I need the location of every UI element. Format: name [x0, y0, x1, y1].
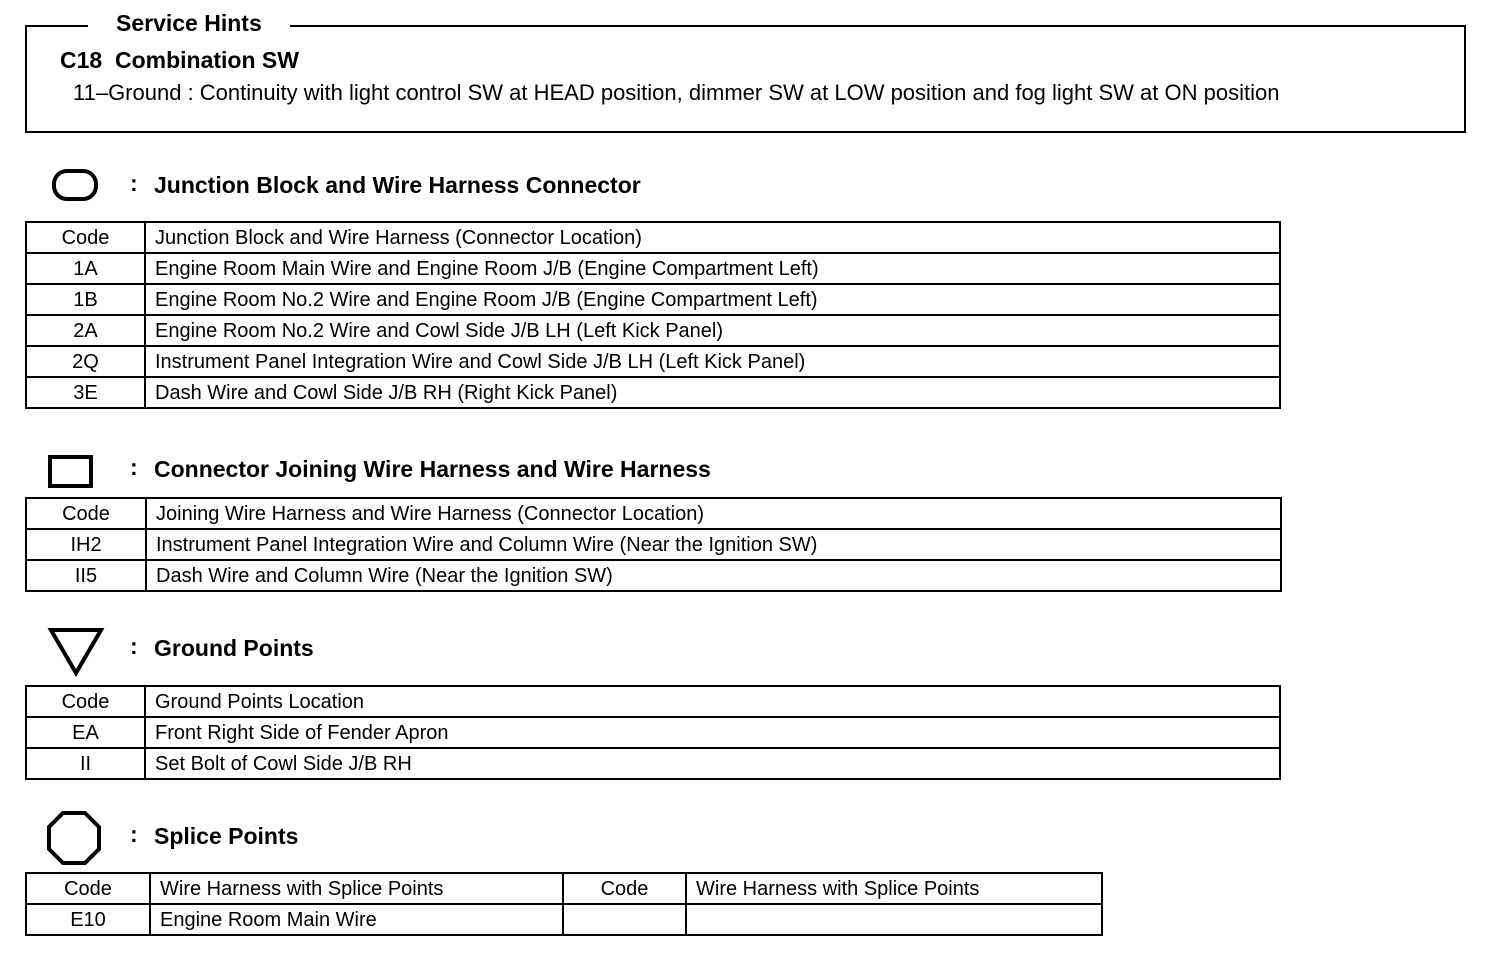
triangle-icon — [47, 626, 105, 678]
table-header-row — [26, 498, 1281, 529]
row-code: E10 — [26, 904, 150, 935]
row-desc: Engine Room No.2 Wire and Cowl Side J/B LH (Left Kick Panel) — [145, 315, 1280, 346]
service-hints-heading: C18 Combination SW — [60, 47, 299, 73]
table-header-row — [26, 686, 1280, 717]
row-code: 2Q — [26, 346, 145, 377]
header-code: Code — [563, 873, 686, 904]
row-code: II — [26, 748, 145, 779]
row-code: II5 — [26, 560, 146, 591]
table-header-row — [26, 873, 1102, 904]
row-desc: Engine Room Main Wire and Engine Room J/B (Engine Compartment Left) — [145, 253, 1280, 284]
header-desc: Joining Wire Harness and Wire Harness (Connector Location) — [146, 498, 1281, 529]
header-code: Code — [26, 873, 150, 904]
row-desc — [686, 904, 1102, 935]
junction-heading: Junction Block and Wire Harness Connector — [154, 172, 641, 198]
connector-heading: Connector Joining Wire Harness and Wire Harness — [154, 456, 711, 482]
row-code: 1A — [26, 253, 145, 284]
row-desc: Engine Room Main Wire — [150, 904, 563, 935]
row-code: IH2 — [26, 529, 146, 560]
service-hints-text: 11–Ground : Continuity with light control SW at HEAD position, dimmer SW at LOW position and fog light SW at ON position — [73, 80, 1280, 105]
octagon-icon — [46, 810, 102, 866]
rectangle-icon — [48, 455, 94, 489]
header-code: Code — [26, 686, 145, 717]
header-desc: Junction Block and Wire Harness (Connector Location) — [145, 222, 1280, 253]
header-desc: Wire Harness with Splice Points — [686, 873, 1102, 904]
row-code: 3E — [26, 377, 145, 408]
connector-colon: : — [130, 454, 138, 480]
splice-colon: : — [130, 821, 138, 847]
header-desc: Wire Harness with Splice Points — [150, 873, 563, 904]
row-code: 1B — [26, 284, 145, 315]
splice-table — [25, 872, 1103, 936]
header-code: Code — [26, 498, 146, 529]
row-desc: Dash Wire and Cowl Side J/B RH (Right Kick Panel) — [145, 377, 1280, 408]
connector-table — [25, 497, 1282, 592]
junction-colon: : — [130, 170, 138, 196]
table-row — [26, 253, 1280, 284]
row-desc: Dash Wire and Column Wire (Near the Ignition SW) — [146, 560, 1281, 591]
service-hints-box — [25, 25, 1466, 133]
row-code: EA — [26, 717, 145, 748]
row-desc: Instrument Panel Integration Wire and Column Wire (Near the Ignition SW) — [146, 529, 1281, 560]
table-row — [26, 346, 1280, 377]
table-row — [26, 904, 1102, 935]
junction-table — [25, 221, 1281, 409]
row-desc: Front Right Side of Fender Apron — [145, 717, 1280, 748]
ground-table — [25, 685, 1281, 780]
ground-heading: Ground Points — [154, 635, 314, 661]
table-row — [26, 529, 1281, 560]
header-code: Code — [26, 222, 145, 253]
row-desc: Engine Room No.2 Wire and Engine Room J/B (Engine Compartment Left) — [145, 284, 1280, 315]
table-row — [26, 284, 1280, 315]
row-desc: Instrument Panel Integration Wire and Cowl Side J/B LH (Left Kick Panel) — [145, 346, 1280, 377]
table-row — [26, 748, 1280, 779]
table-header-row — [26, 222, 1280, 253]
service-hints-title: Service Hints — [88, 10, 290, 36]
row-desc: Set Bolt of Cowl Side J/B RH — [145, 748, 1280, 779]
row-code — [563, 904, 686, 935]
table-row — [26, 717, 1280, 748]
row-code: 2A — [26, 315, 145, 346]
splice-heading: Splice Points — [154, 823, 299, 849]
table-row — [26, 377, 1280, 408]
table-row — [26, 560, 1281, 591]
header-desc: Ground Points Location — [145, 686, 1280, 717]
ground-colon: : — [130, 633, 138, 659]
rounded-rect-icon — [52, 169, 98, 201]
table-row — [26, 315, 1280, 346]
